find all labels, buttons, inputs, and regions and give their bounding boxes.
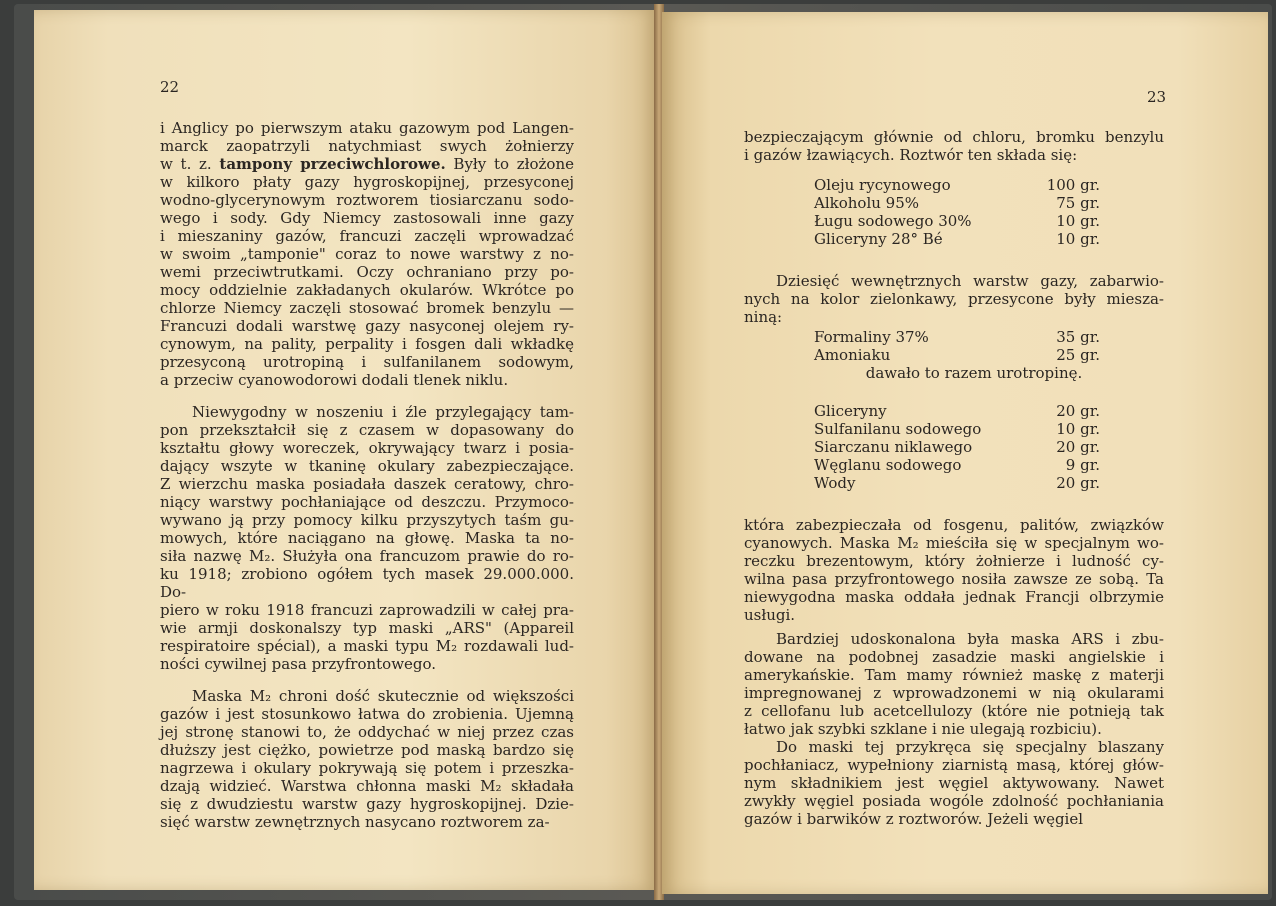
ingredient-name: Węglanu sodowego	[814, 456, 962, 474]
text-line: cyanowych. Maska M₂ mieściła się w specjalnym wo-	[744, 534, 1164, 552]
paragraph-p1	[160, 119, 574, 389]
text-line: nagrzewa i okulary pokrywają się potem i przeszka-	[160, 759, 574, 777]
table2-note: dawało to razem urotropinę.	[865, 364, 1083, 382]
text-line: wodno-glycerynowym roztworem tiosiarczanu sodo-	[160, 191, 574, 209]
text-line: zwykły węgiel posiada wogóle zdolność pochłaniania	[744, 792, 1164, 810]
page-number-right: 23	[1147, 88, 1167, 106]
book	[14, 4, 1272, 900]
ingredient-quantity: 75 gr.	[1056, 194, 1100, 212]
text-line: nym składnikiem jest węgiel aktywowany. Nawet	[744, 774, 1164, 792]
text-line: pon przekształcił się z czasem w dopasowany do	[160, 421, 574, 439]
ingredient-name: Siarczanu niklawego	[814, 438, 973, 456]
text-line: piero w roku 1918 francuzi zaprowadzili w całej pra-	[160, 601, 574, 619]
text-line: nych na kolor zielonkawy, przesycone były mieszа-	[744, 290, 1164, 308]
text-line: reczku brezentowym, który żołnierze i ludność cy-	[744, 552, 1164, 570]
paragraph-2	[744, 272, 1164, 326]
ingredient-quantity: 10 gr.	[1056, 230, 1100, 248]
table-row	[814, 456, 1100, 474]
text-line: wego i sody. Gdy Niemcy zastosowali inne gazy	[160, 209, 574, 227]
text-line: respiratoire spécial), a maski typu M₂ rozdawali lud-	[160, 637, 574, 655]
text-line: siła nazwę M₂. Służyła ona francuzom prawie do ro-	[160, 547, 574, 565]
text-line: która zabezpieczała od fosgenu, palitów, związków	[744, 516, 1164, 534]
text-line: wemi przeciwtrutkami. Oczy ochraniano przy po-	[160, 263, 574, 281]
recipe-table-1	[814, 176, 1100, 248]
text-line: usługi.	[744, 606, 796, 624]
text-line: dający wszyte w tkaninę okulary zabezpieczające.	[160, 457, 574, 475]
ingredient-quantity: 25 gr.	[1056, 346, 1100, 364]
text-line: wilna pasa przyfrontowego nosiła zawsze ze sobą. Ta	[744, 570, 1164, 588]
ingredient-quantity: 35 gr.	[1056, 328, 1100, 346]
text-line: sięć warstw zewnętrznych nasycano roztworem za-	[160, 813, 550, 831]
text-line: Niewygodny w noszeniu i źle przylegający tam-	[192, 403, 574, 421]
right-page-text	[744, 128, 1164, 828]
left-page-text	[160, 119, 574, 831]
text-line: i Anglicy po pierwszym ataku gazowym pod Langen-	[160, 119, 574, 137]
table-row	[814, 212, 1100, 230]
text-line: i mieszaniny gazów, francuzi zaczęli wprowadzać	[160, 227, 574, 245]
table-row	[814, 346, 1100, 364]
ingredient-quantity: 20 gr.	[1056, 438, 1100, 456]
text-line: mowych, które naciągano na głowę. Maska ta no-	[160, 529, 574, 547]
text-line: łatwo jak szybki szklane i nie ulegają rozbiciu).	[744, 720, 1102, 738]
page-number-left: 22	[160, 78, 180, 96]
table-row	[814, 176, 1100, 194]
text-line: niną:	[744, 308, 783, 326]
text-line: niący warstwy pochłaniające od deszczu. Przymoco-	[160, 493, 574, 511]
text-line: Bardziej udoskonalona była maska ARS i zbu-	[776, 630, 1164, 648]
right-page	[662, 12, 1268, 894]
text-line: Do maski tej przykręca się specjalny blaszany	[776, 738, 1164, 756]
ingredient-name: Amoniaku	[814, 346, 891, 364]
text-line: niewygodna maska oddała jednak Francji olbrzymie	[744, 588, 1164, 606]
text-line: ności cywilnej pasa przyfrontowego.	[160, 655, 437, 673]
text-line: impregnowanej z wprowadzonemi w nią okularami	[744, 684, 1164, 702]
text-line: jej stronę stanowi to, że oddychać w niej przez czas	[160, 723, 574, 741]
text-line: wie armji doskonalszy typ maski „ARS" (Appareil	[160, 619, 574, 637]
ingredient-name: Wody	[814, 474, 856, 492]
paragraph-p3	[160, 687, 574, 831]
paragraph-intro	[744, 128, 1164, 164]
text-line: z cellofanu lub acetcellulozy (które nie potnieją tak	[744, 702, 1164, 720]
recipe-table-2	[814, 328, 1100, 364]
text-line: Z wierzchu maska posiadała daszek ceratowy, chro-	[160, 475, 574, 493]
text-line: a przeciw cyanowodorowi dodali tlenek niklu.	[160, 371, 509, 389]
text-line: gazów i barwików z roztworów. Jeżeli węgiel	[744, 810, 1084, 828]
table-row	[814, 402, 1100, 420]
text-line: Maska M₂ chroni dość skutecznie od większości	[192, 687, 574, 705]
ingredient-name: Sulfanilanu sodowego	[814, 420, 982, 438]
ingredient-quantity: 9 gr.	[1065, 456, 1100, 474]
table-row	[814, 420, 1100, 438]
text-line: się z dwudziestu warstw gazy hygroskopijnej. Dzie-	[160, 795, 574, 813]
text-line: chlorze Niemcy zaczęli stosować bromek benzylu —	[160, 299, 574, 317]
ingredient-name: Oleju rycynowego	[814, 176, 951, 194]
text-line: bezpieczającym głównie od chloru, bromku benzylu	[744, 128, 1164, 146]
table-row	[814, 474, 1100, 492]
ingredient-name: Gliceryny	[814, 402, 887, 420]
text-line: przesyconą urotropiną i sulfanilanem sodowym,	[160, 353, 574, 371]
text-line: Dziesięć wewnętrznych warstw gazy, zabarwio-	[776, 272, 1164, 290]
ingredient-quantity: 100 gr.	[1046, 176, 1100, 194]
text-line: mocy oddzielnie zakładanych okularów. Wkrótce po	[160, 281, 574, 299]
text-line: wywano ją przy pomocy kilku przyszytych taśm gu-	[160, 511, 574, 529]
text-line: marck zaopatrzyli natychmiast swych żołnierzy	[160, 137, 574, 155]
text-line: gazów i jest stosunkowo łatwa do zrobienia. Ujemną	[160, 705, 574, 723]
ingredient-quantity: 20 gr.	[1056, 474, 1100, 492]
recipe-table-3	[814, 402, 1100, 492]
text-line: w swoim „tamponie" coraz to nowe warstwy z no-	[160, 245, 574, 263]
left-page	[34, 10, 656, 890]
ingredient-quantity: 20 gr.	[1056, 402, 1100, 420]
text-line: pochłaniacz, wypełniony ziarnistą masą, której głów-	[744, 756, 1164, 774]
text-line: dzają widzieć. Warstwa chłonna maski M₂ składała	[160, 777, 574, 795]
ingredient-quantity: 10 gr.	[1056, 420, 1100, 438]
table-row	[814, 230, 1100, 248]
text-line: Francuzi dodali warstwę gazy nasyconej olejem ry-	[160, 317, 574, 335]
paragraph-p2	[160, 403, 574, 673]
table-row	[814, 328, 1100, 346]
text-line: dłuższy jest ciężko, powietrze pod maską bardzo się	[160, 741, 574, 759]
text-line: cynowym, na pality, perpality i fosgen dali wkładkę	[160, 335, 574, 353]
paragraph-3	[744, 516, 1164, 624]
ingredient-name: Ługu sodowego 30%	[814, 212, 972, 230]
table-row	[814, 438, 1100, 456]
paragraph-4	[744, 630, 1164, 738]
text-line: ku 1918; zrobiono ogółem tych masek 29.000.000. Do-	[160, 565, 574, 601]
ingredient-quantity: 10 gr.	[1056, 212, 1100, 230]
text-line: amerykańskie. Tam mamy również maskę z materji	[744, 666, 1164, 684]
ingredient-name: Formaliny 37%	[814, 328, 929, 346]
ingredient-name: Gliceryny 28° Bé	[814, 230, 943, 248]
paragraph-5	[744, 738, 1164, 828]
text-line: w kilkoro płaty gazy hygroskopijnej, przesyconej	[160, 173, 574, 191]
table-row	[814, 194, 1100, 212]
text-line: w t. z. tampony przeciwchlorowe. Były to złożone	[160, 155, 574, 173]
text-line: kształtu głowy woreczek, okrywający twarz i posia-	[160, 439, 574, 457]
text-line: i gazów łzawiących. Roztwór ten składa się:	[744, 146, 1078, 164]
ingredient-name: Alkoholu 95%	[814, 194, 920, 212]
text-line: dowane na podobnej zasadzie maski angielskie i	[744, 648, 1164, 666]
